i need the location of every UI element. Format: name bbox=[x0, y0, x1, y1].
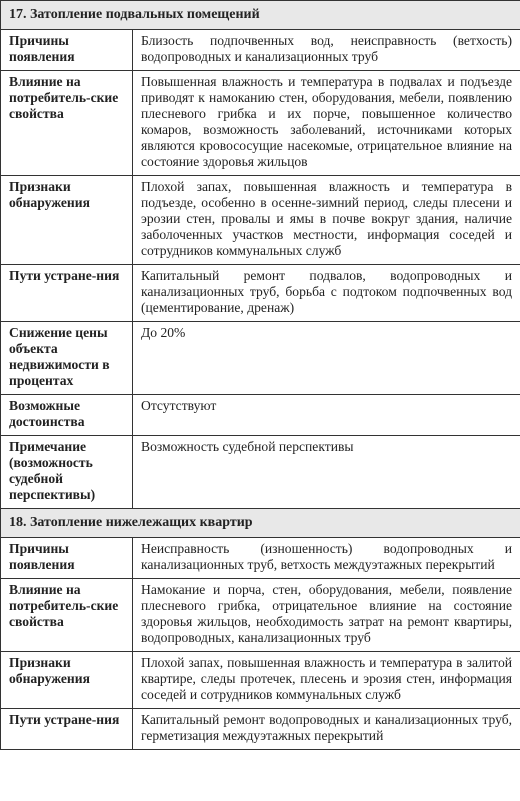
row-label: Признаки обнаружения bbox=[1, 176, 133, 265]
row-label: Пути устране-ния bbox=[1, 709, 133, 750]
row-label: Возможные достоинства bbox=[1, 395, 133, 436]
row-value: Плохой запах, повышенная влажность и температура в залитой квартире, следы протечек, плесень и эрозия стен, информация соседей и сотрудников коммунальных служб bbox=[133, 652, 520, 709]
table-row bbox=[1, 709, 520, 750]
table-row bbox=[1, 395, 520, 436]
row-label: Влияние на потребитель-ские свойства bbox=[1, 579, 133, 652]
table-row bbox=[1, 30, 520, 71]
row-label: Влияние на потребитель-ские свойства bbox=[1, 71, 133, 176]
table-row bbox=[1, 71, 520, 176]
row-label: Снижение цены объекта недвижимости в процентах bbox=[1, 322, 133, 395]
row-label: Признаки обнаружения bbox=[1, 652, 133, 709]
row-value: Отсутствуют bbox=[133, 395, 520, 436]
table-row bbox=[1, 579, 520, 652]
row-value: Намокание и порча, стен, оборудования, мебели, появление плесневого грибка, отрицательное влияние на состояние здоровья жильцов, необходимость затрат на ремонт квартиры, водопроводных, канализационных труб bbox=[133, 579, 520, 652]
table-row bbox=[1, 538, 520, 579]
row-value: Капитальный ремонт водопроводных и канализационных труб, герметизация междуэтажных перекрытий bbox=[133, 709, 520, 750]
section-title: 18. Затопление нижележащих квартир bbox=[1, 509, 520, 538]
table-row bbox=[1, 652, 520, 709]
row-value: Близость подпочвенных вод, неисправность (ветхость) водопроводных и канализационных труб bbox=[133, 30, 520, 71]
row-label: Причины появления bbox=[1, 30, 133, 71]
row-value: Капитальный ремонт подвалов, водопроводных и канализационных труб, борьба с подтоком подпочвенных вод (цементирование, дренаж) bbox=[133, 265, 520, 322]
row-label: Примечание (возможность судебной перспективы) bbox=[1, 436, 133, 509]
row-label: Причины появления bbox=[1, 538, 133, 579]
table-row bbox=[1, 176, 520, 265]
row-value: Повышенная влажность и температура в подвалах и подъезде приводят к намоканию стен, оборудования, мебели, появлению плесневого грибка и их порче, повышенное количество комаров, возможность заболеваний, источниками которых являются кровососущие насекомые, отрицательное влияние на состояние здоровья жильцов bbox=[133, 71, 520, 176]
table-row bbox=[1, 322, 520, 395]
section-header bbox=[1, 509, 520, 538]
section-title: 17. Затопление подвальных помещений bbox=[1, 1, 520, 30]
row-value: До 20% bbox=[133, 322, 520, 395]
row-value: Плохой запах, повышенная влажность и температура в подъезде, особенно в осенне-зимний период, следы плесени и эрозии стен, провалы и ямы в почве вокруг здания, наличие заболоченных участков местности, информация соседей и сотрудников коммунальных служб bbox=[133, 176, 520, 265]
row-value: Неисправность (изношенность) водопроводных и канализационных труб, ветхость междуэтажных перекрытий bbox=[133, 538, 520, 579]
section-header bbox=[1, 1, 520, 30]
table-row bbox=[1, 265, 520, 322]
table-row bbox=[1, 436, 520, 509]
row-label: Пути устране-ния bbox=[1, 265, 133, 322]
row-value: Возможность судебной перспективы bbox=[133, 436, 520, 509]
